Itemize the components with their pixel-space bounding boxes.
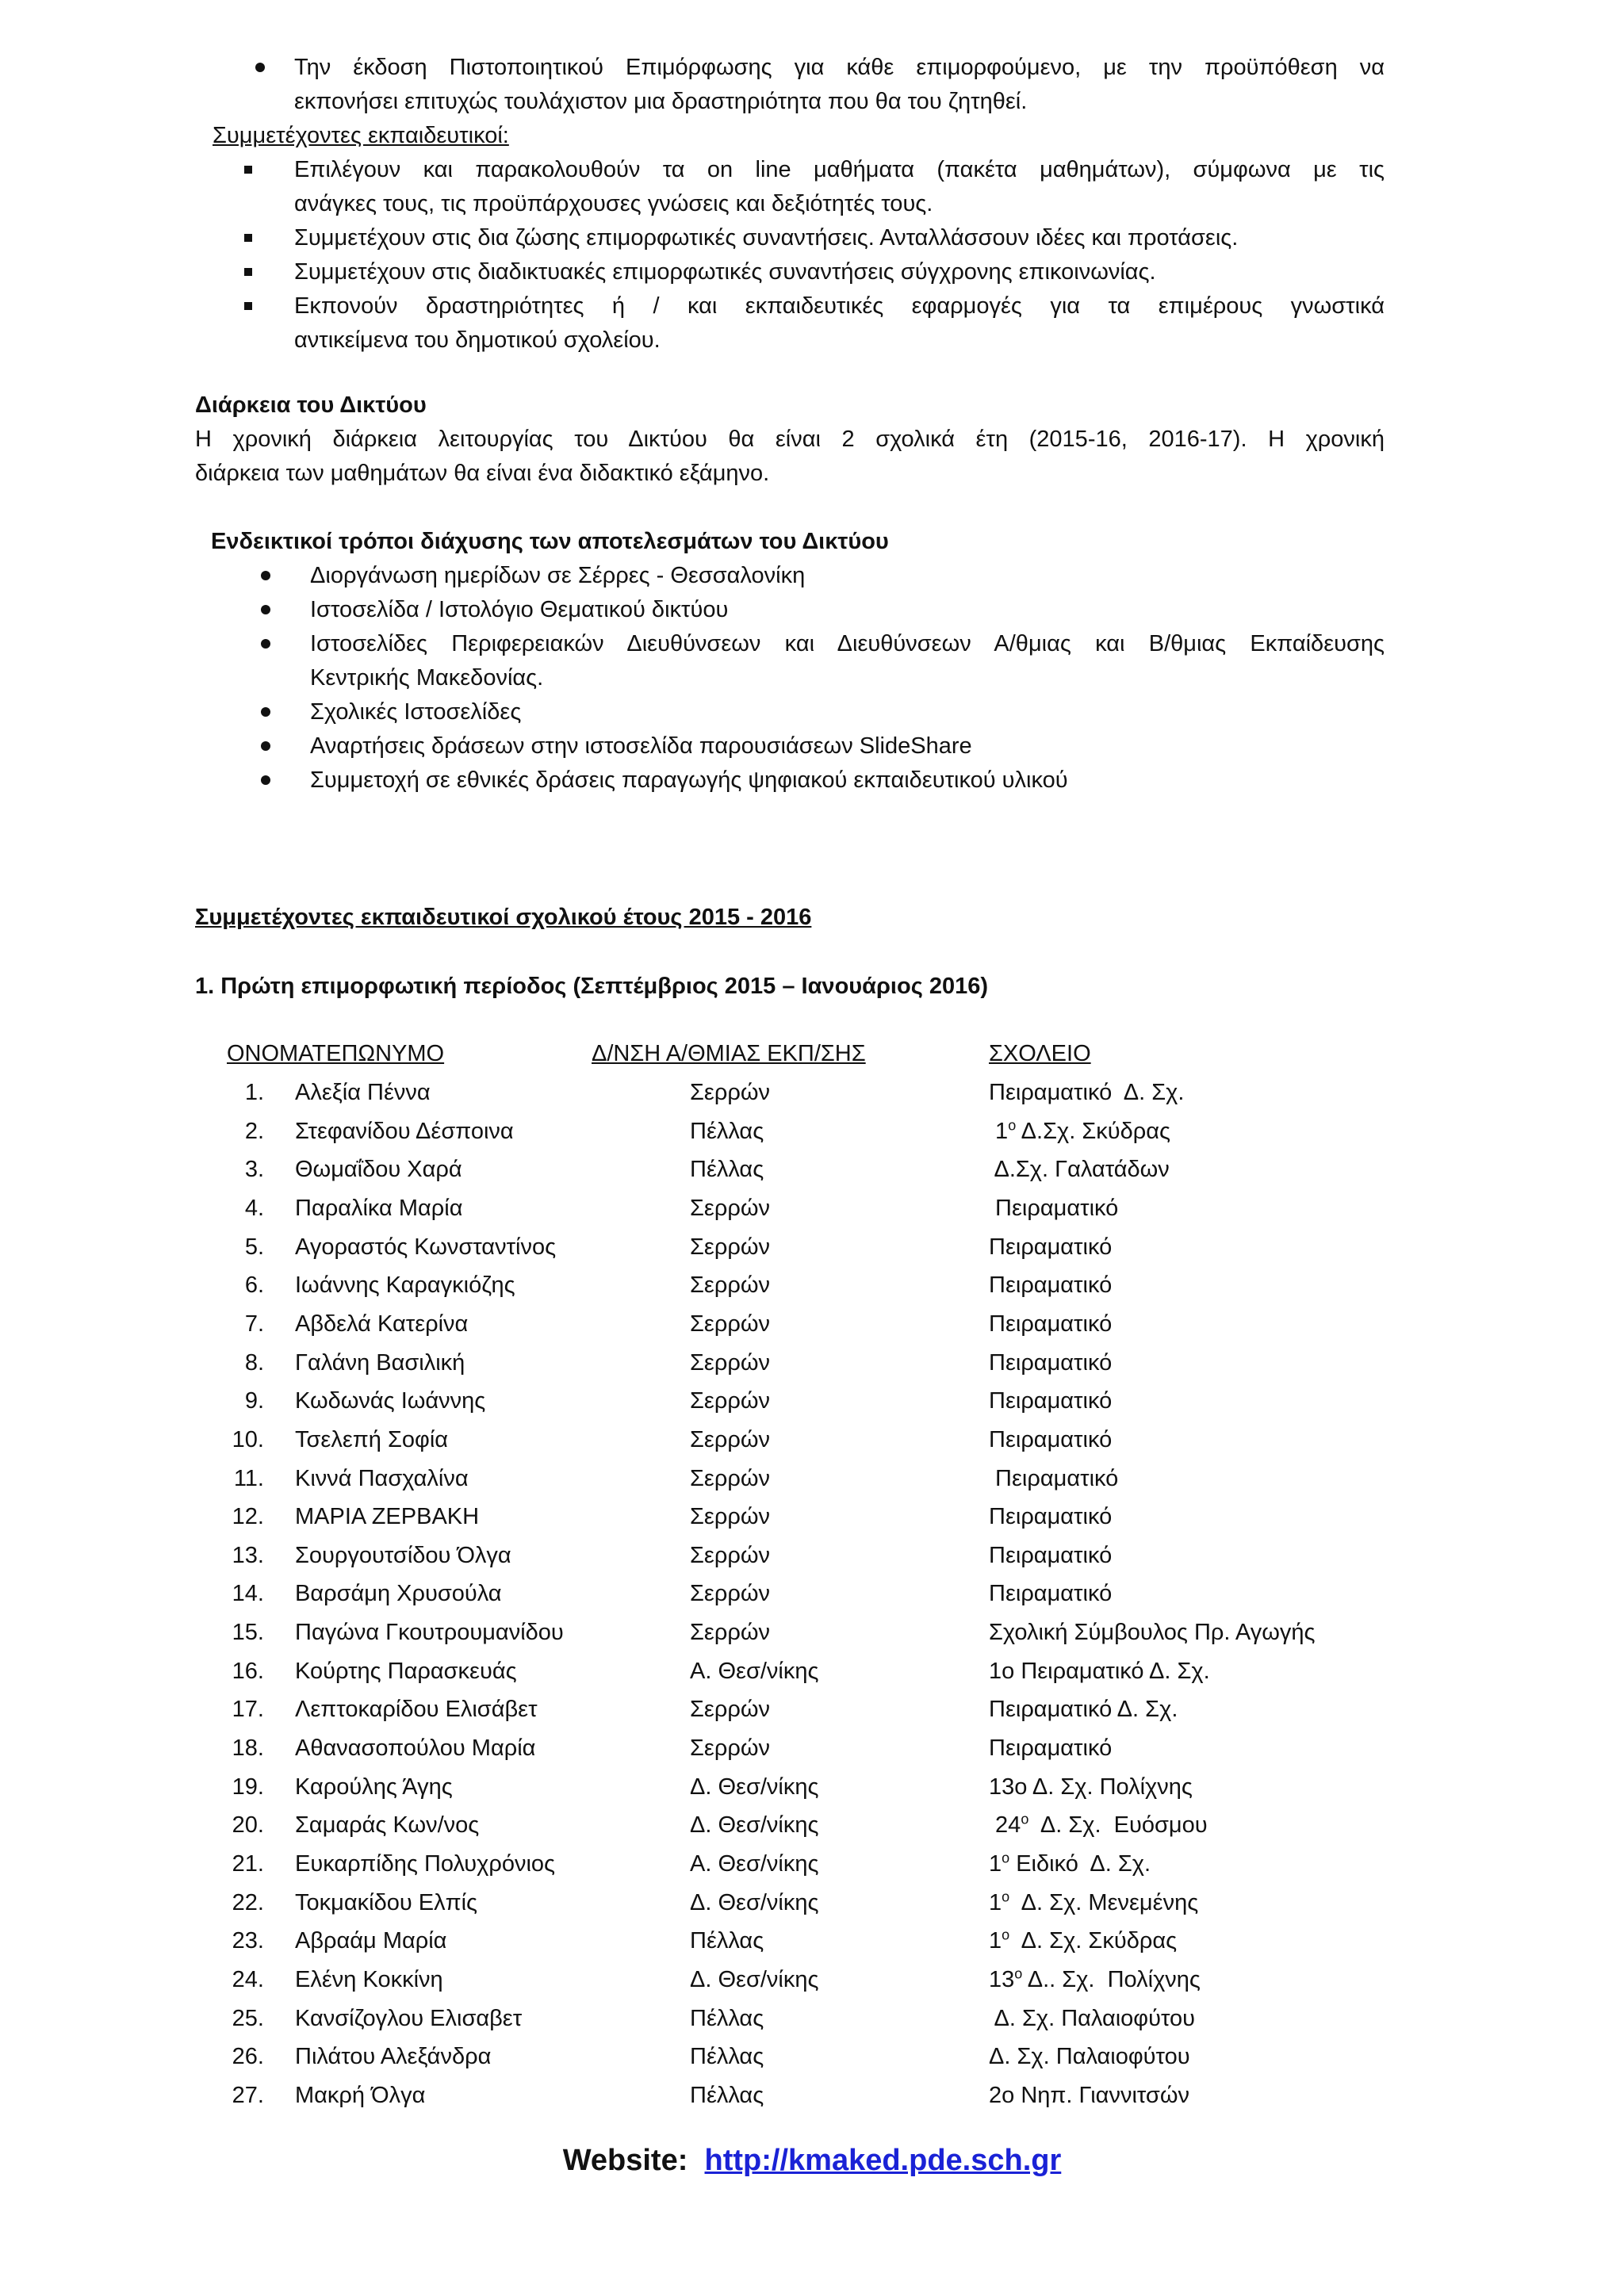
table-row bbox=[0, 1307, 1624, 1345]
school-name: 2ο Νηπ. Γιαννιτσών bbox=[989, 2082, 1189, 2108]
directorate: Σερρών bbox=[690, 1349, 770, 1376]
bullet-marker bbox=[244, 166, 252, 174]
school-name: Πειραματικό bbox=[989, 1234, 1113, 1260]
participant-role-item bbox=[195, 153, 1385, 221]
header-school: ΣΧΟΛΕΙΟ bbox=[989, 1041, 1091, 1066]
school-name: Πειραματικό bbox=[989, 1542, 1113, 1568]
period-title: 1. Πρώτη επιμορφωτική περίοδος (Σεπτέμβριος 2015 – Ιανουάριος 2016) bbox=[195, 974, 989, 999]
row-number-text: 8. bbox=[244, 1349, 264, 1376]
directorate: Α. Θεσ/νίκης bbox=[690, 1658, 819, 1684]
school-name: Πειραματικό Δ. Σχ. bbox=[989, 1080, 1185, 1105]
school bbox=[989, 1655, 1210, 1689]
table-row bbox=[0, 1577, 1624, 1615]
intro-line-1: Την έκδοση Πιστοποιητικού Επιμόρφωσης για κάθε επιμορφούμενο, με την προϋπόθεση να bbox=[294, 55, 1385, 80]
school-name: Πειραματικό bbox=[989, 1195, 1119, 1221]
teacher-name: Κούρτης Παρασκευάς bbox=[295, 1658, 517, 1684]
teacher-name: Αλεξία Πέννα bbox=[295, 1080, 431, 1105]
school bbox=[989, 1886, 1198, 1920]
school-name: Πειραματικό Δ. Σχ. bbox=[989, 1697, 1178, 1723]
school bbox=[989, 1500, 1112, 1534]
school-name: Πειραματικό bbox=[989, 1465, 1119, 1491]
school-ordinal: 1 bbox=[989, 1118, 1009, 1144]
school-name: Πειραματικό bbox=[989, 1426, 1113, 1452]
table-row bbox=[0, 2079, 1624, 2117]
directorate: Πέλλας bbox=[690, 2044, 764, 2070]
row-number-text: 24. bbox=[232, 1966, 264, 1992]
table-row bbox=[0, 1500, 1624, 1538]
school-name: Δ. Σχ. Παλαιοφύτου bbox=[989, 2005, 1196, 2031]
teacher-name: Ιωάννης Καραγκιόζης bbox=[295, 1272, 515, 1299]
bullet-marker bbox=[261, 775, 270, 785]
item-line-1: Επιλέγουν και παρακολουθούν τα on line μαθήματα (πακέτα μαθημάτων), σύμφωνα με τις bbox=[294, 157, 1385, 182]
duration-line-2: διάρκεια των μαθημάτων θα είναι ένα διδακτικό εξάμηνο. bbox=[195, 461, 770, 486]
item-line-2: Κεντρικής Μακεδονίας. bbox=[310, 665, 544, 691]
header-directorate: Δ/ΝΣΗ Α/ΘΜΙΑΣ ΕΚΠ/ΣΗΣ bbox=[592, 1041, 866, 1066]
directorate: Σερρών bbox=[690, 1426, 770, 1452]
footer bbox=[0, 2141, 1624, 2180]
school-name: Πειραματικό bbox=[989, 1311, 1113, 1337]
dissemination-item bbox=[195, 763, 1385, 798]
directorate: Δ. Θεσ/νίκης bbox=[690, 1774, 819, 1800]
school bbox=[989, 1616, 1315, 1650]
school-name: Πειραματικό bbox=[989, 1272, 1113, 1299]
duration-line-1: Η χρονική διάρκεια λειτουργίας του Δικτύου θα είναι 2 σχολικά έτη (2015-16, 2016-17). Η χρονική bbox=[195, 427, 1385, 452]
school-ordinal-sup: ο bbox=[1014, 1965, 1023, 1982]
school-ordinal: 1 bbox=[989, 1928, 1002, 1954]
website-link[interactable]: http://kmaked.pde.sch.gr bbox=[704, 2144, 1062, 2177]
teacher-name: Κιννά Πασχαλίνα bbox=[295, 1465, 469, 1491]
teacher-name: Αθανασοπούλου Μαρία bbox=[295, 1735, 536, 1762]
row-number-text: 16. bbox=[232, 1658, 264, 1684]
table-row bbox=[0, 1192, 1624, 1230]
directorate: Σερρών bbox=[690, 1735, 770, 1762]
item-line-1: Ιστοσελίδα / Ιστολόγιο Θεματικού δικτύου bbox=[310, 597, 729, 622]
row-number-text: 15. bbox=[232, 1620, 264, 1646]
item-line-1: Ιστοσελίδες Περιφερειακών Διευθύνσεων και Διευθύνσεων Α/θμιας και Β/θμιας Εκπαίδευσης bbox=[310, 631, 1385, 656]
directorate: Πέλλας bbox=[690, 2082, 764, 2108]
table-row bbox=[0, 1770, 1624, 1808]
intro-block bbox=[195, 51, 1385, 119]
table-row bbox=[0, 1693, 1624, 1731]
teacher-name: Λεπτοκαρίδου Ελισάβετ bbox=[295, 1697, 538, 1723]
school bbox=[989, 1115, 1170, 1149]
row-number-text: 6. bbox=[244, 1272, 264, 1299]
table-row bbox=[0, 1539, 1624, 1577]
school-name: Δ.Σχ. Σκύδρας bbox=[1016, 1118, 1171, 1144]
teacher-name: Αγοραστός Κωνσταντίνος bbox=[295, 1234, 557, 1260]
directorate: Πέλλας bbox=[690, 1118, 764, 1144]
teacher-name: Σουργουτσίδου Όλγα bbox=[295, 1542, 511, 1568]
row-number-text: 17. bbox=[232, 1697, 264, 1723]
duration-heading: Διάρκεια του Δικτύου bbox=[195, 392, 427, 418]
directorate: Σερρών bbox=[690, 1542, 770, 1568]
school bbox=[989, 1269, 1112, 1303]
intro-line-2: εκπονήσει επιτυχώς τουλάχιστον μια δραστηριότητα που θα του ζητηθεί. bbox=[294, 89, 1028, 114]
row-number-text: 13. bbox=[232, 1542, 264, 1568]
school bbox=[989, 1693, 1178, 1727]
school-name: Δ. Σχ. Μενεμένης bbox=[1009, 1889, 1199, 1915]
table-row bbox=[0, 1462, 1624, 1500]
table-row bbox=[0, 1847, 1624, 1885]
dissemination-item bbox=[195, 695, 1385, 729]
school-name: Δ. Σχ. Παλαιοφύτου bbox=[989, 2044, 1190, 2070]
teacher-name: Τοκμακίδου Ελπίς bbox=[295, 1889, 478, 1915]
participant-role-item bbox=[195, 289, 1385, 358]
table-row bbox=[0, 2040, 1624, 2078]
table-row bbox=[0, 2002, 1624, 2040]
directorate: Δ. Θεσ/νίκης bbox=[690, 1812, 819, 1839]
teacher-name: Παραλίκα Μαρία bbox=[295, 1195, 463, 1221]
teacher-name: Μακρή Όλγα bbox=[295, 2082, 426, 2108]
school bbox=[989, 1963, 1201, 1997]
school-name: Σχολική Σύμβουλος Πρ. Αγωγής bbox=[989, 1620, 1316, 1646]
teacher-name: Στεφανίδου Δέσποινα bbox=[295, 1118, 514, 1144]
school bbox=[989, 1462, 1118, 1496]
table-row bbox=[0, 1269, 1624, 1307]
school-name: Δ. Σχ. Σκύδρας bbox=[1009, 1928, 1178, 1954]
bullet-marker bbox=[244, 234, 252, 242]
teacher-name: Κωδωνάς Ιωάννης bbox=[295, 1388, 486, 1414]
footer-label: Website: bbox=[562, 2144, 688, 2177]
teacher-name: Βαρσάμη Χρυσούλα bbox=[295, 1581, 502, 1607]
school-name: Ειδικό Δ. Σχ. bbox=[1009, 1851, 1151, 1877]
row-number-text: 21. bbox=[232, 1851, 264, 1877]
item-line-1: Διοργάνωση ημερίδων σε Σέρρες - Θεσσαλονίκη bbox=[310, 563, 806, 588]
directorate: Σερρών bbox=[690, 1195, 770, 1221]
school bbox=[989, 1192, 1118, 1226]
row-number-text: 3. bbox=[244, 1157, 264, 1183]
row-number-text: 19. bbox=[232, 1774, 264, 1800]
teacher-name: Τσελεπή Σοφία bbox=[295, 1426, 449, 1452]
teacher-name: Θωμαΐδου Χαρά bbox=[295, 1157, 462, 1183]
row-number-text: 20. bbox=[232, 1812, 264, 1839]
item-line-1: Σχολικές Ιστοσελίδες bbox=[310, 699, 522, 725]
participants-block bbox=[195, 119, 1385, 358]
directorate: Σερρών bbox=[690, 1697, 770, 1723]
item-line-1: Συμμετοχή σε εθνικές δράσεις παραγωγής ψηφιακού εκπαιδευτικού υλικού bbox=[310, 767, 1068, 793]
bullet-marker bbox=[261, 741, 270, 751]
school-ordinal: 1 bbox=[989, 1851, 1002, 1877]
school-name: 13ο Δ. Σχ. Πολίχνης bbox=[989, 1774, 1193, 1800]
row-number-text: 18. bbox=[232, 1735, 264, 1762]
bullet-marker bbox=[261, 639, 270, 649]
school-ordinal: 1 bbox=[989, 1889, 1002, 1915]
school bbox=[989, 1847, 1151, 1881]
table-row bbox=[0, 1924, 1624, 1962]
teacher-name: Σαμαράς Κων/νος bbox=[295, 1812, 480, 1839]
table-header bbox=[0, 1037, 1624, 1075]
teacher-name: Παγώνα Γκουτρουμανίδου bbox=[295, 1620, 564, 1646]
school bbox=[989, 1732, 1112, 1766]
school-name: Δ. Σχ. Ευόσμου bbox=[1028, 1812, 1208, 1839]
row-number-text: 25. bbox=[232, 2005, 264, 2031]
list-item bbox=[195, 51, 1385, 119]
table-row bbox=[0, 1655, 1624, 1693]
section-title: Συμμετέχοντες εκπαιδευτικοί σχολικού έτους 2015 - 2016 bbox=[195, 905, 812, 930]
teacher-name: ΜΑΡΙΑ ΖΕΡΒΑΚΗ bbox=[295, 1504, 480, 1530]
bullet-marker bbox=[261, 571, 270, 580]
school-name: Πειραματικό bbox=[989, 1504, 1113, 1530]
dissemination-item bbox=[195, 627, 1385, 695]
row-number-text: 14. bbox=[232, 1581, 264, 1607]
row-number-text: 23. bbox=[232, 1928, 264, 1954]
school bbox=[989, 1539, 1112, 1573]
table-row bbox=[0, 1732, 1624, 1770]
table-row bbox=[0, 1153, 1624, 1191]
school-ordinal-sup: ο bbox=[1021, 1811, 1029, 1827]
participant-role-item bbox=[195, 255, 1385, 289]
school bbox=[989, 2040, 1190, 2074]
school-name: 1ο Πειραματικό Δ. Σχ. bbox=[989, 1658, 1210, 1684]
row-number-text: 9. bbox=[244, 1388, 264, 1414]
teacher-name: Ευκαρπίδης Πολυχρόνιος bbox=[295, 1851, 556, 1877]
row-number-text: 2. bbox=[244, 1118, 264, 1144]
table-row bbox=[0, 1115, 1624, 1153]
school-name: Πειραματικό bbox=[989, 1581, 1113, 1607]
row-number-text: 27. bbox=[232, 2082, 264, 2108]
table-row bbox=[0, 1963, 1624, 2001]
bullet-marker bbox=[261, 707, 270, 717]
participants-heading: Συμμετέχοντες εκπαιδευτικοί: bbox=[213, 123, 509, 148]
school bbox=[989, 1924, 1177, 1958]
header-name: ΟΝΟΜΑΤΕΠΩΝΥΜΟ bbox=[227, 1041, 445, 1066]
item-line-1: Εκπονούν δραστηριότητες ή / και εκπαιδευτικές εφαρμογές για τα επιμέρους γνωστικά bbox=[294, 293, 1385, 319]
directorate: Σερρών bbox=[690, 1465, 770, 1491]
bullet-marker bbox=[244, 268, 252, 276]
table-row bbox=[0, 1886, 1624, 1924]
school-ordinal: 13 bbox=[989, 1966, 1015, 1992]
dissemination-item bbox=[195, 593, 1385, 627]
school-ordinal-sup: ο bbox=[1002, 1888, 1010, 1904]
table-row bbox=[0, 1808, 1624, 1846]
row-number-text: 4. bbox=[244, 1195, 264, 1221]
directorate: Σερρών bbox=[690, 1311, 770, 1337]
school bbox=[989, 1808, 1208, 1843]
teacher-name: Αβραάμ Μαρία bbox=[295, 1928, 447, 1954]
directorate: Α. Θεσ/νίκης bbox=[690, 1851, 819, 1877]
school-name: Πειραματικό bbox=[989, 1388, 1113, 1414]
table-row bbox=[0, 1423, 1624, 1461]
school bbox=[989, 1770, 1193, 1804]
school-ordinal-sup: ο bbox=[1008, 1116, 1017, 1133]
row-number-text: 22. bbox=[232, 1889, 264, 1915]
directorate: Πέλλας bbox=[690, 1928, 764, 1954]
directorate: Πέλλας bbox=[690, 1157, 764, 1183]
bullet-marker bbox=[261, 605, 270, 614]
table-row bbox=[0, 1230, 1624, 1269]
school-name: Δ.. Σχ. Πολίχνης bbox=[1022, 1966, 1201, 1992]
row-number-text: 26. bbox=[232, 2044, 264, 2070]
directorate: Σερρών bbox=[690, 1234, 770, 1260]
teacher-name: Κανσίζογλου Ελισαβετ bbox=[295, 2005, 523, 2031]
row-number-text: 1. bbox=[244, 1080, 264, 1105]
dissemination-block bbox=[195, 525, 1385, 798]
bullet-marker bbox=[244, 302, 252, 310]
row-number-text: 7. bbox=[244, 1311, 264, 1337]
school bbox=[989, 1230, 1112, 1265]
school bbox=[989, 1076, 1184, 1110]
table-row bbox=[0, 1076, 1624, 1114]
bullet-dot bbox=[255, 63, 265, 72]
item-line-1: Συμμετέχουν στις διαδικτυακές επιμορφωτικές συναντήσεις σύγχρονης επικοινωνίας. bbox=[294, 259, 1156, 285]
dissemination-list bbox=[195, 559, 1385, 798]
school bbox=[989, 1346, 1112, 1380]
row-number-text: 12. bbox=[232, 1504, 264, 1530]
school bbox=[989, 1423, 1112, 1457]
directorate: Δ. Θεσ/νίκης bbox=[690, 1966, 819, 1992]
dissemination-heading: Ενδεικτικοί τρόποι διάχυσης των αποτελεσμάτων του Δικτύου bbox=[211, 529, 889, 554]
item-line-2: αντικείμενα του δημοτικού σχολείου. bbox=[294, 327, 661, 353]
school-ordinal: 24 bbox=[989, 1812, 1021, 1839]
school bbox=[989, 1384, 1112, 1418]
row-number-text: 11. bbox=[233, 1465, 264, 1491]
table-row bbox=[0, 1346, 1624, 1384]
item-line-1: Συμμετέχουν στις δια ζώσης επιμορφωτικές συναντήσεις. Ανταλλάσσουν ιδέες και προτάσεις. bbox=[294, 225, 1239, 251]
school-ordinal-sup: ο bbox=[1002, 1927, 1010, 1943]
school-name: Πειραματικό bbox=[989, 1735, 1113, 1762]
directorate: Σερρών bbox=[690, 1388, 770, 1414]
directorate: Δ. Θεσ/νίκης bbox=[690, 1889, 819, 1915]
school-ordinal-sup: ο bbox=[1002, 1850, 1010, 1866]
table-row bbox=[0, 1616, 1624, 1654]
row-number-text: 5. bbox=[244, 1234, 264, 1260]
directorate: Σερρών bbox=[690, 1581, 770, 1607]
directorate: Σερρών bbox=[690, 1504, 770, 1530]
dissemination-item bbox=[195, 729, 1385, 763]
teacher-name: Καρούλης Άγης bbox=[295, 1774, 453, 1800]
school-name: Δ.Σχ. Γαλατάδων bbox=[989, 1157, 1170, 1183]
dissemination-item bbox=[195, 559, 1385, 593]
duration-block bbox=[195, 388, 1385, 491]
school bbox=[989, 1577, 1112, 1611]
teacher-name: Γαλάνη Βασιλική bbox=[295, 1349, 465, 1376]
directorate: Σερρών bbox=[690, 1080, 770, 1105]
school bbox=[989, 1153, 1170, 1187]
teacher-name: Αβδελά Κατερίνα bbox=[295, 1311, 469, 1337]
item-line-1: Αναρτήσεις δράσεων στην ιστοσελίδα παρουσιάσεων SlideShare bbox=[310, 733, 972, 759]
participant-role-item bbox=[195, 221, 1385, 255]
teacher-name: Ελένη Κοκκίνη bbox=[295, 1966, 443, 1992]
row-number-text: 10. bbox=[232, 1426, 264, 1452]
table-row bbox=[0, 1384, 1624, 1422]
school-name: Πειραματικό bbox=[989, 1349, 1113, 1376]
directorate: Πέλλας bbox=[690, 2005, 764, 2031]
school bbox=[989, 1307, 1112, 1341]
school bbox=[989, 2079, 1189, 2113]
item-line-2: ανάγκες τους, τις προϋπάρχουσες γνώσεις και δεξιότητές τους. bbox=[294, 191, 933, 216]
teacher-name: Πιλάτου Αλεξάνδρα bbox=[295, 2044, 492, 2070]
participants-list bbox=[195, 153, 1385, 358]
directorate: Σερρών bbox=[690, 1620, 770, 1646]
directorate: Σερρών bbox=[690, 1272, 770, 1299]
school bbox=[989, 2002, 1195, 2036]
